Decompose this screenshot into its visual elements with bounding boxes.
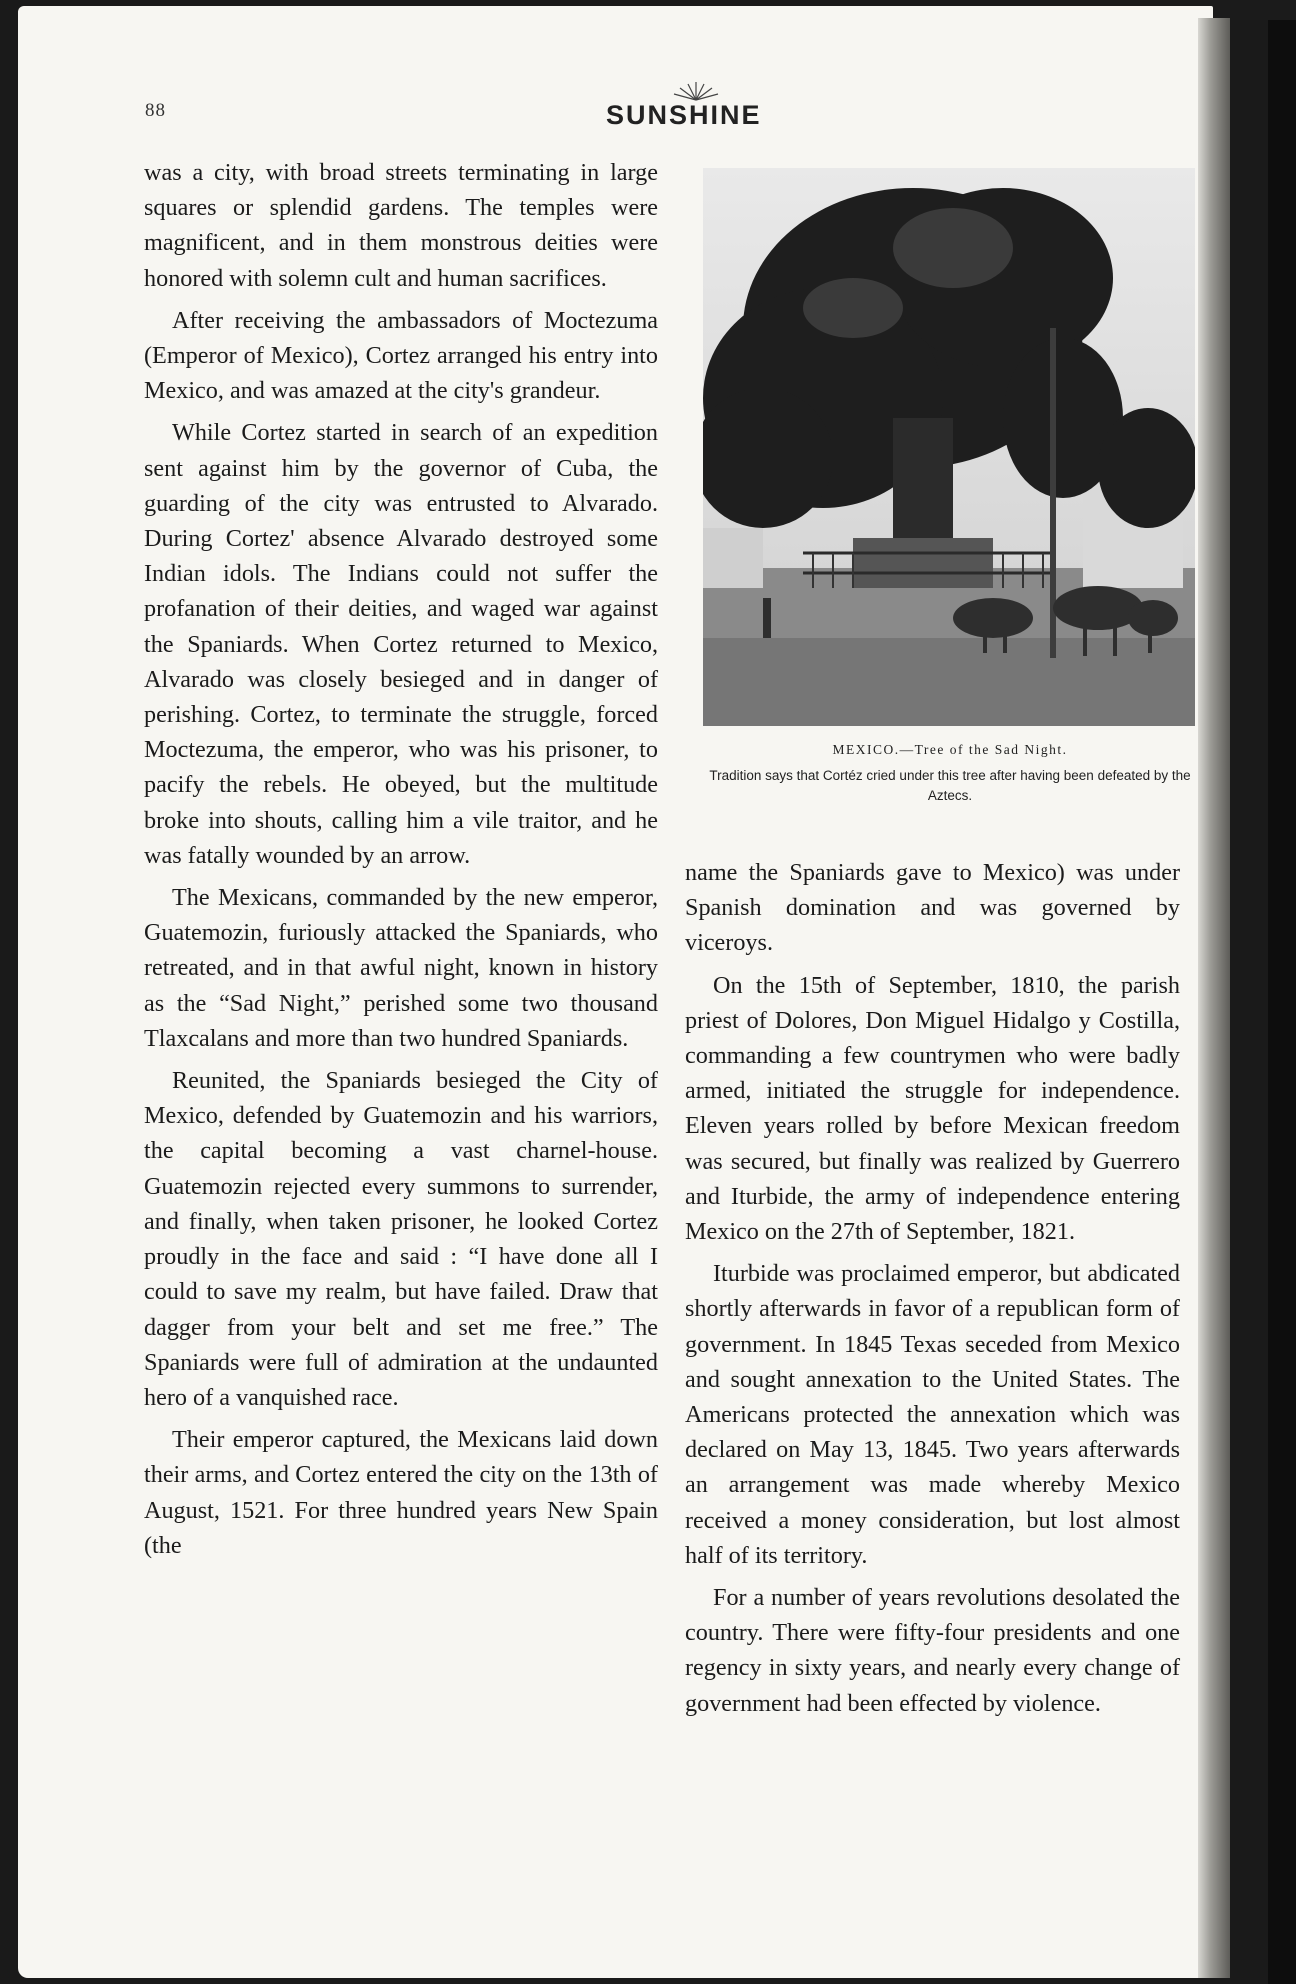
page-number: 88 (145, 100, 166, 121)
figure-caption (700, 742, 1200, 806)
magazine-title: SUNSHINE (606, 100, 762, 130)
paragraph: Their emperor captured, the Mexicans laid down their arms, and Cortez entered the city on the 13th of August, 1521. For three hundred years New Spain (the (144, 1426, 658, 1559)
sunburst-ornament-icon (666, 80, 726, 102)
right-column (685, 855, 1180, 1728)
paragraph: While Cortez started in search of an expedition sent against him by the governor of Cuba, the guarding of the city was entrusted to Alvarado. During Cortez' absence Alvarado destroyed some Indian idols. The Indians could not suffer the profanation of their deities, and waged war against the Spaniards. When Cortez returned to Mexico, Alvarado was closely besieged and in danger of perishing. Cortez, to terminate the struggle, forced Moctezuma, the emperor, who was his prisoner, to pacify the rebels. He obeyed, but the multitude broke into shouts, calling him a vile traitor, and he was fatally wounded by an arrow. (144, 419, 658, 869)
paragraph: name the Spaniards gave to Mexico) was under Spanish domination and was governed by viceroys. (685, 859, 1180, 957)
paragraph: was a city, with broad streets terminating in large squares or splendid gardens. The temples were magnificent, and in them monstrous deities were honored with solemn cult and human sacrifices. (144, 159, 658, 292)
paragraph: Reunited, the Spaniards besieged the City of Mexico, defended by Guatemozin and his warriors, the capital becoming a vast charnel-house. Guatemozin rejected every summons to surrender, and finally, when taken prisoner, he looked Cortez proudly in the face and said : “I have done all I could to save my realm, but have failed. Draw that dagger from your belt and set me free.” The Spaniards were full of admiration at the undaunted hero of a vanquished race. (144, 1067, 658, 1411)
page-spine-shadow (1198, 18, 1230, 1978)
paragraph: For a number of years revolutions desolated the country. There were fifty-four presidents and one regency in sixty years, and nearly every change of government had been effected by violence. (685, 1584, 1180, 1717)
caption-text: Tradition says that Cortéz cried under this tree after having been defeated by the Aztecs. (709, 768, 1191, 803)
scan-border (1268, 0, 1296, 1984)
paragraph: On the 15th of September, 1810, the parish priest of Dolores, Don Miguel Hidalgo y Costilla, commanding a few countrymen who were badly armed, initiated the struggle for independence. Eleven years rolled by before Mexican freedom was secured, but finally was realized by Guerrero and Iturbide, the army of independence entering Mexico on the 27th of September, 1821. (685, 971, 1180, 1246)
left-column (144, 155, 658, 1570)
paragraph: After receiving the ambassadors of Moctezuma (Emperor of Mexico), Cortez arranged his entry into Mexico, and was amazed at the city's grandeur. (144, 306, 658, 405)
caption-title: MEXICO.—Tree of the Sad Night. (832, 742, 1068, 757)
paragraph: Iturbide was proclaimed emperor, but abdicated shortly afterwards in favor of a republican form of government. In 1845 Texas seceded from Mexico and sought annexation to the United States. The Americans protected the annexation which was declared on May 13, 1845. Two years afterwards an arrangement was made whereby Mexico received a money consideration, but lost almost half of its territory. (685, 1260, 1180, 1569)
paragraph: The Mexicans, commanded by the new emperor, Guatemozin, furiously attacked the Spaniards, who retreated, and in that awful night, known in history as the “Sad Night,” perished some two thousand Tlaxcalans and more than two hundred Spaniards. (144, 884, 658, 1052)
tree-of-the-sad-night-photo (703, 168, 1195, 726)
